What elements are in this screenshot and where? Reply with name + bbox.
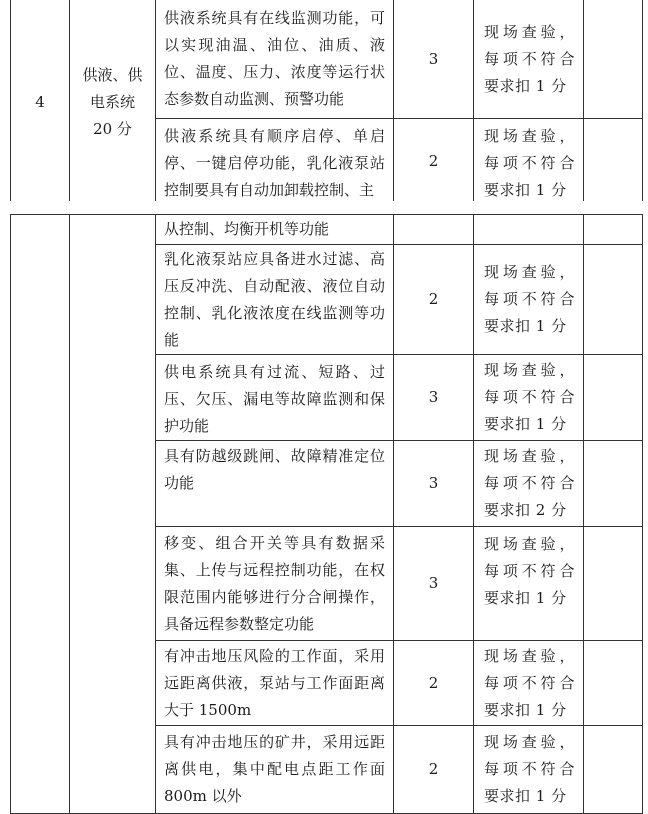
- requirement-cell: [156, 0, 394, 119]
- requirement-text: 乳化液泵站应具备进水过滤、高压反冲洗、自动配液、液位自动控制、乳化液浓度在线监测等功能: [164, 249, 385, 349]
- method-text: 现场查验，每项不符合要求扣 1 分: [484, 263, 575, 335]
- score-cell: 2: [394, 641, 474, 726]
- blank-cell: [584, 527, 643, 641]
- requirement-cell: [156, 245, 394, 355]
- blank-cell: [584, 441, 643, 527]
- requirement-text: 具有防越级跳闸、故障精准定位功能: [164, 447, 385, 492]
- table-row: [11, 215, 643, 245]
- standards-table-part-2: [10, 214, 643, 814]
- requirement-cell: [156, 441, 394, 527]
- item-category: [70, 0, 156, 205]
- item-index-continued: [11, 215, 70, 814]
- table-row: [11, 0, 643, 119]
- requirement-cell: [156, 355, 394, 441]
- method-text: 现场查验，每项不符合要求扣 1 分: [484, 22, 575, 95]
- score-cell: [394, 215, 474, 245]
- score-cell: 3: [394, 0, 474, 119]
- requirement-text: 移变、组合开关等具有数据采集、上传与远程控制功能，在权限范围内能够进行分合闸操作，具备远程参数整定功能: [164, 533, 385, 633]
- method-cell: [474, 726, 584, 814]
- page-break-gap: [0, 201, 648, 214]
- requirement-cell: [156, 119, 394, 205]
- requirement-text: 具有冲击地压的矿井，采用远距离供电，集中配电点距工作面 800m 以外: [164, 733, 385, 805]
- requirement-text: 有冲击地压风险的工作面，采用远距离供液，泵站与工作面距离大于 1500m: [164, 646, 385, 719]
- method-cell: [474, 215, 584, 245]
- method-text: 现场查验，每项不符合要求扣 1 分: [484, 535, 575, 607]
- standards-table-part-1: [10, 0, 643, 205]
- method-text: 现场查验，每项不符合要求扣 2 分: [484, 447, 575, 519]
- score-cell: 2: [394, 119, 474, 205]
- blank-cell: [584, 355, 643, 441]
- method-cell: [474, 355, 584, 441]
- requirement-text: 供电系统具有过流、短路、过压、欠压、漏电等故障监测和保护功能: [164, 363, 385, 435]
- method-text: 现场查验，每项不符合要求扣 1 分: [484, 361, 575, 433]
- method-cell: [474, 527, 584, 641]
- method-text: 现场查验，每项不符合要求扣 1 分: [484, 646, 575, 719]
- score-cell: 2: [394, 726, 474, 814]
- item-category-continued: [70, 215, 156, 814]
- method-cell: [474, 641, 584, 726]
- score-cell: 3: [394, 441, 474, 527]
- blank-cell: [584, 726, 643, 814]
- blank-cell: [584, 119, 643, 205]
- item-category-line: 供液、供: [82, 65, 143, 84]
- requirement-cell: [156, 215, 394, 245]
- blank-cell: [584, 0, 643, 119]
- method-cell: [474, 441, 584, 527]
- requirement-text: 供液系统具有在线监测功能，可以实现油温、油位、油质、液位、温度、压力、浓度等运行状态参数自动监测、预警功能: [164, 9, 385, 108]
- blank-cell: [584, 245, 643, 355]
- score-cell: 3: [394, 355, 474, 441]
- requirement-cell: [156, 641, 394, 726]
- method-text: 现场查验，每项不符合要求扣 1 分: [484, 733, 575, 805]
- method-cell: [474, 0, 584, 119]
- requirement-text: 供液系统具有顺序启停、单启停、一键启停功能，乳化液泵站控制要具有自动加卸载控制、主: [164, 127, 385, 199]
- blank-cell: [584, 215, 643, 245]
- score-cell: 2: [394, 245, 474, 355]
- requirement-cell: [156, 726, 394, 814]
- blank-cell: [584, 641, 643, 726]
- requirement-cell: [156, 527, 394, 641]
- method-text: 现场查验，每项不符合要求扣 1 分: [484, 127, 575, 199]
- method-cell: [474, 119, 584, 205]
- item-score-total: 20 分: [93, 119, 132, 138]
- score-cell: 3: [394, 527, 474, 641]
- method-cell: [474, 245, 584, 355]
- item-index: 4: [11, 0, 70, 205]
- item-category-line: 电系统: [89, 92, 135, 111]
- requirement-continuation: 从控制、均衡开机等功能: [164, 220, 330, 238]
